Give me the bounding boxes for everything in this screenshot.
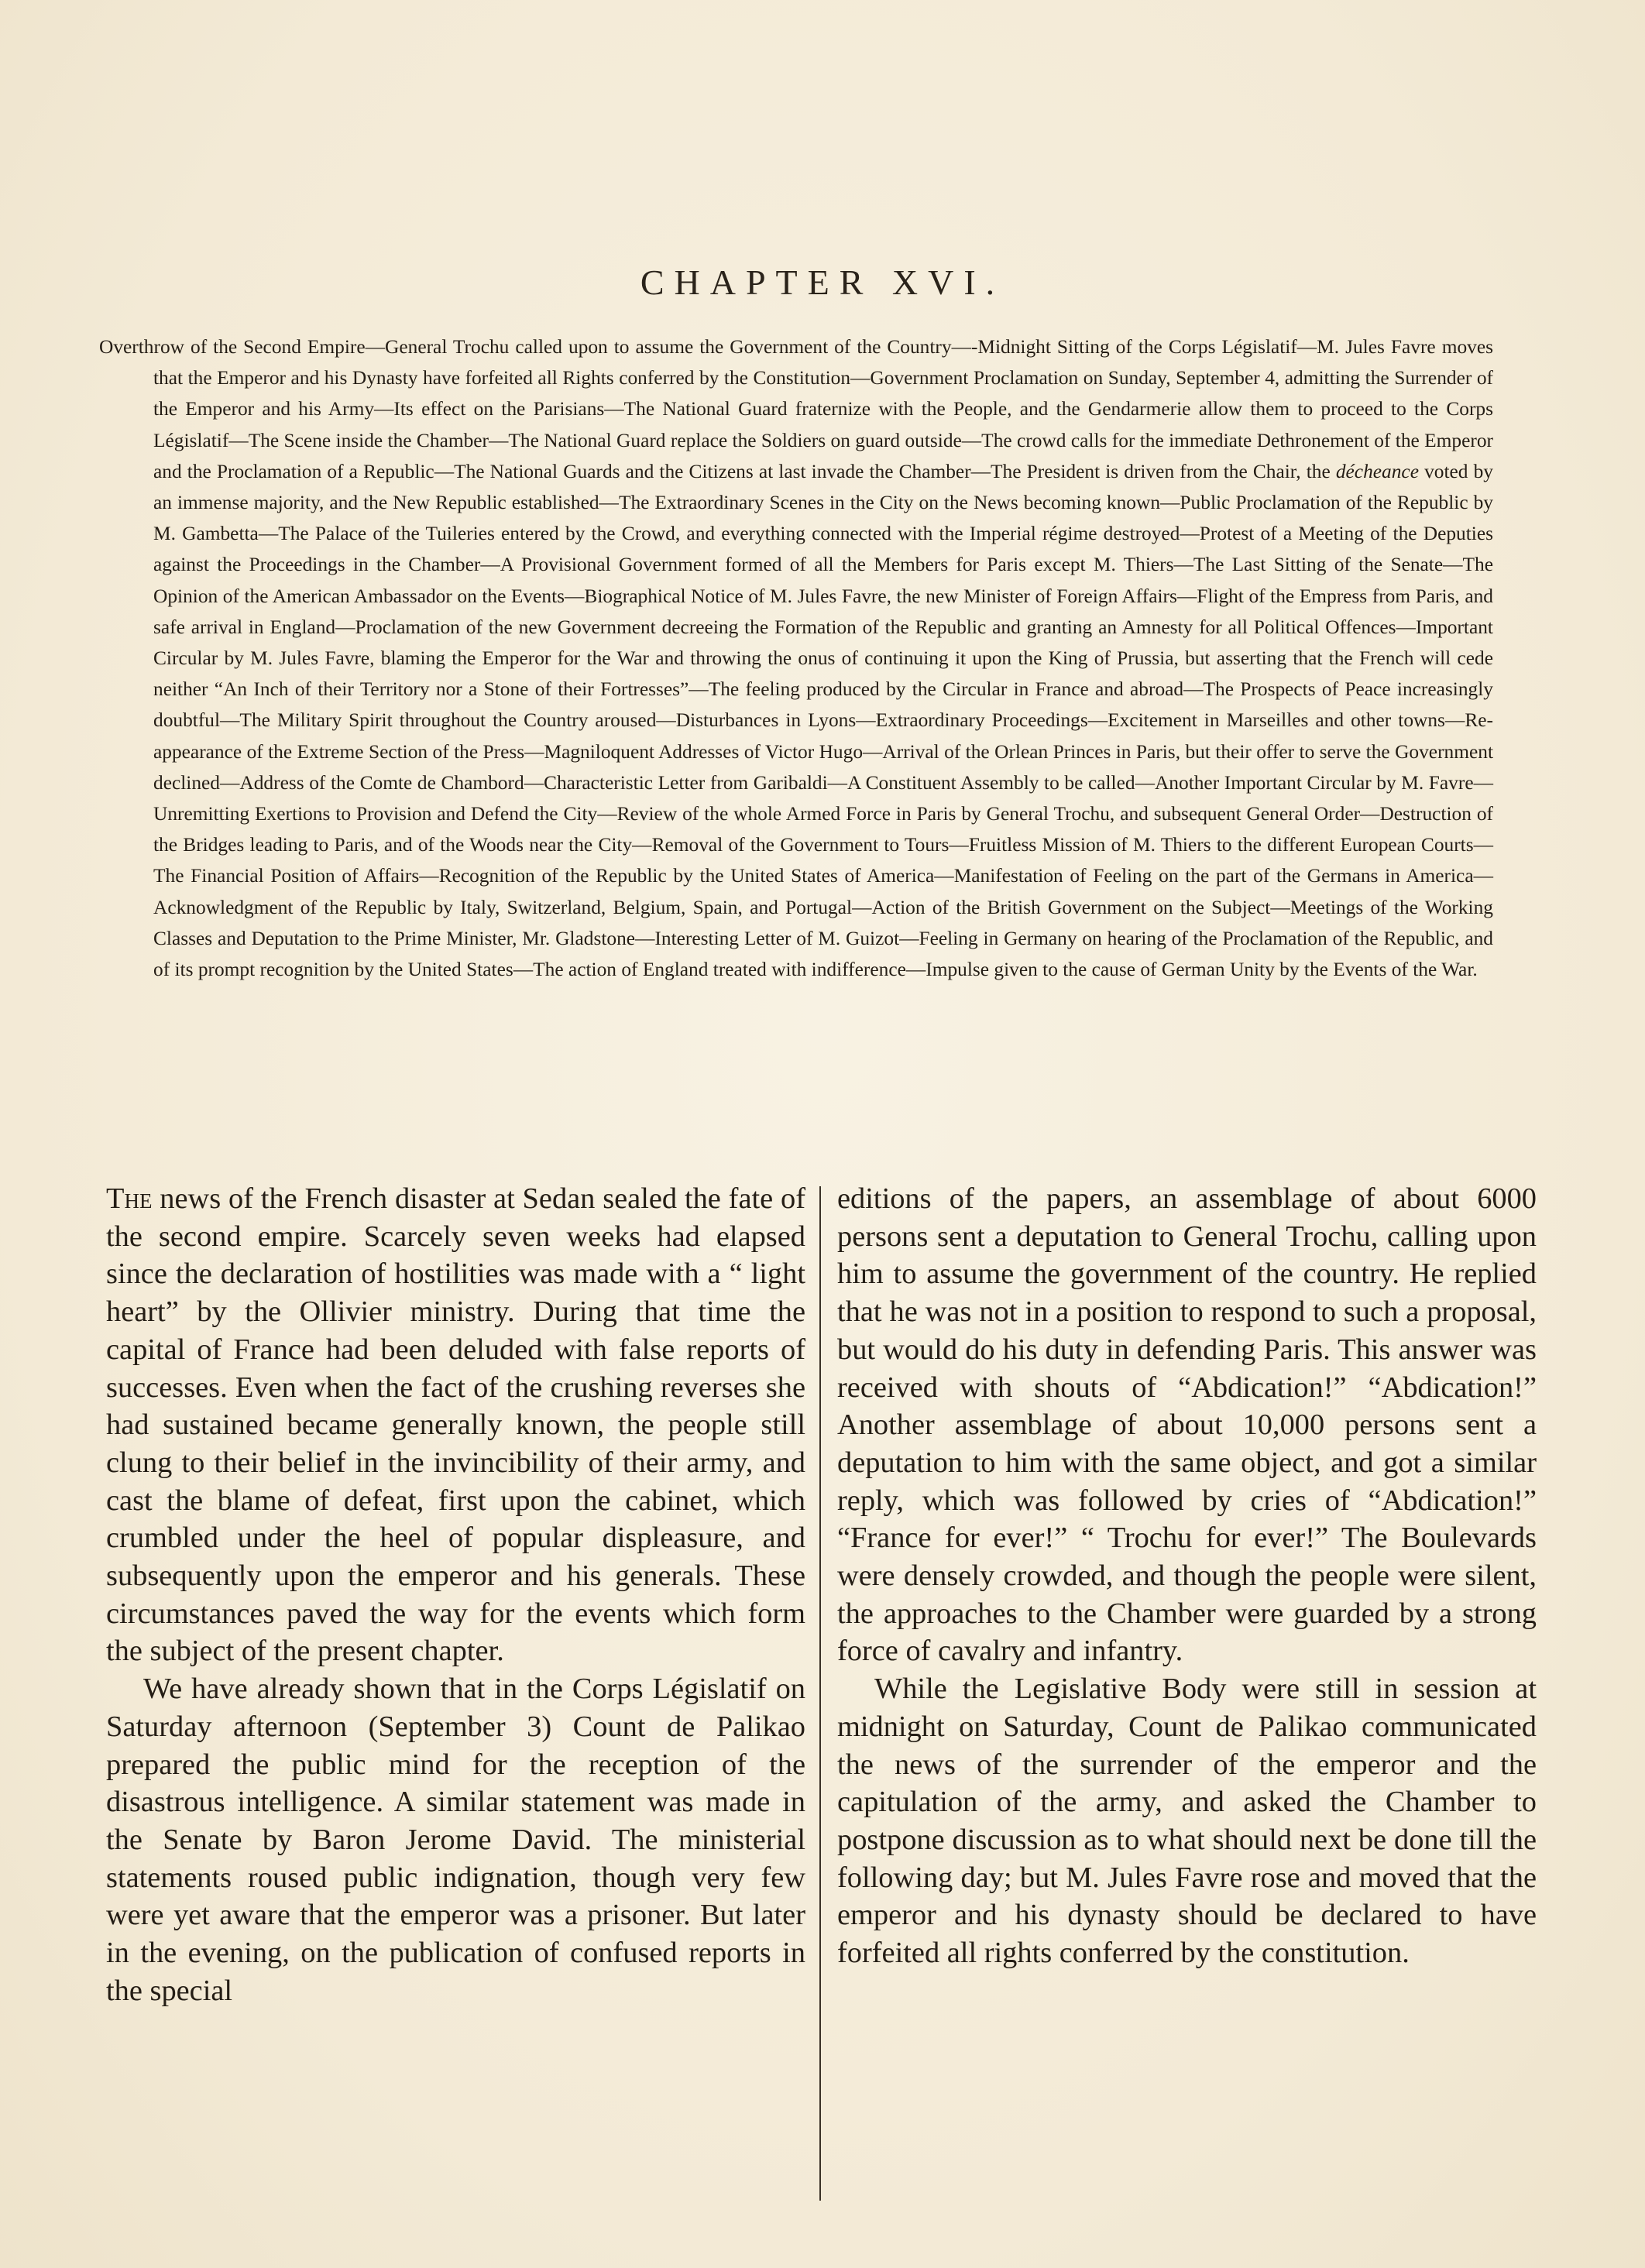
summary-text-part-2: voted by an immense majority, and the New Republic established—The Extraordinary Scenes in the City on the News becoming known—Public Proclamation of the Republic by M. Gambetta—The Palace of the Tuileries entered by the Crowd, and everything connected with the Imperial régime destroyed—Protest of a Meeting of the Deputies against the Proceedings in the Chamber—A Provisional Government formed of all the Members for Paris except M. Thiers—The Last Sitting of the Senate—The Opinion of the American Ambassador on the Events—Biographical Notice of M. Jules Favre, the new Minister of Foreign Affairs—Flight of the Empress from Paris, and safe arrival in England—Proclamation of the new Government decreeing the Formation of the Republic and granting an Amnesty for all Political Offences—Important Circular by M. Jules Favre, blaming the Emperor for the War and throwing the onus of continuing it upon the King of Prussia, but asserting that the French will cede neither “An Inch of their Territory nor a Stone of their Fortresses”—The feeling produced by the Circular in France and abroad—The Prospects of Peace increasingly doubtful—The Military Spirit throughout the Country aroused—Disturbances in Lyons—Extraordinary Proceedings—Excitement in Marseilles and other towns—Re-appearance of the Extreme Section of the Press—Magniloquent Addresses of Victor Hugo—Arrival of the Orlean Princes in Paris, but their offer to serve the Government declined—Address of the Comte de Chambord—Characteristic Letter from Garibaldi—A Constituent Assembly to be called—Another Important Circular by M. Favre—Unremitting Exertions to Provision and Defend the City—Review of the whole Armed Force in Paris by General Trochu, and subsequent General Order—Destruction of the Bridges leading to Paris, and of the Woods near the City—Removal of the Government to Tours—Fruitless Mission of M. Thiers to the different European Courts—The Financial Position of Affairs—Recognition of the Republic by the United States of America—Manifestation of Feeling on the part of the Germans in America—Acknowledgment of the Republic by Italy, Switzerland, Belgium, Spain, and Portugal—Action of the British Government on the Subject—Meetings of the Working Classes and Deputation to the Prime Minister, Mr. Gladstone—Interesting Letter of M. Guizot—Feeling in Germany on hearing of the Proclamation of the Republic, and of its prompt recognition by the United States—The action of England treated with indifference—Impulse given to the cause of German Unity by the Events of the War. bbox=[153, 460, 1493, 981]
left-column bbox=[106, 1180, 805, 2210]
opening-word: The bbox=[106, 1182, 153, 1215]
right-paragraph-1: editions of the papers, an assemblage of about 6000 persons sent a deputation to General Trochu, calling upon him to assume the government of the country. He replied that he was not in a position to respond to such a proposal, but would do his duty in defending Paris. This answer was received with shouts of “Abdication!” “Abdication!” Another assemblage of about 10,000 persons sent a deputation to him with the same object, and got a similar reply, which was followed by cries of “Abdication!” “France for ever!” “ Trochu for ever!” The Boulevards were densely crowded, and though the people were silent, the approaches to the Chamber were guarded by a strong force of cavalry and infantry. bbox=[837, 1182, 1537, 1668]
chapter-summary bbox=[99, 331, 1493, 1152]
right-column bbox=[837, 1180, 1537, 2210]
summary-italic-word: décheance bbox=[1335, 460, 1419, 482]
chapter-summary-text bbox=[99, 331, 1493, 985]
chapter-title: CHAPTER XVI. bbox=[640, 262, 1005, 302]
left-paragraph-1 bbox=[106, 1180, 805, 1670]
column-divider bbox=[819, 1186, 821, 2201]
left-paragraph-2: We have already shown that in the Corps Législatif on Saturday afternoon (September 3) Count de Palikao prepared the public mind for the reception of the disastrous intelligence. A similar statement was made in the Senate by Baron Jerome David. The ministerial statements roused public indignation, though very few were yet aware that the emperor was a prisoner. But later in the evening, on the publication of confused reports in the special bbox=[106, 1673, 805, 2007]
right-paragraph-2: While the Legislative Body were still in session at midnight on Saturday, Count de Palikao communicated the news of the surrender of the emperor and the capitulation of the army, and asked the Chamber to postpone discussion as to what should next be done till the following day; but M. Jules Favre rose and moved that the emperor and his dynasty should be declared to have forfeited all rights conferred by the constitution. bbox=[837, 1673, 1537, 1970]
left-paragraph-1-text: news of the French disaster at Sedan sealed the fate of the second empire. Scarcely seven weeks had elapsed since the declaration of hostilities was made with a “ light heart” by the Ollivier ministry. During that time the capital of France had been deluded with false reports of successes. Even when the fact of the crushing reverses she had sustained became generally known, the people still clung to their belief in the invincibility of their army, and cast the blame of defeat, first upon the cabinet, which crumbled under the heel of popular displeasure, and subsequently upon the emperor and his generals. These circumstances paved the way for the events which form the subject of the present chapter. bbox=[106, 1182, 805, 1668]
summary-text-part-1: Overthrow of the Second Empire—General Trochu called upon to assume the Government of the Country—-Midnight Sitting of the Corps Législatif—M. Jules Favre moves that the Emperor and his Dynasty have forfeited all Rights conferred by the Constitution—Government Proclamation on Sunday, September 4, admitting the Surrender of the Emperor and his Army—Its effect on the Parisians—The National Guard fraternize with the People, and the Gendarmerie allow them to proceed to the Corps Législatif—The Scene inside the Chamber—The National Guard replace the Soldiers on guard outside—The crowd calls for the immediate Dethronement of the Emperor and the Proclamation of a Republic—The National Guards and the Citizens at last invade the Chamber—The President is driven from the Chair, the bbox=[99, 336, 1493, 482]
